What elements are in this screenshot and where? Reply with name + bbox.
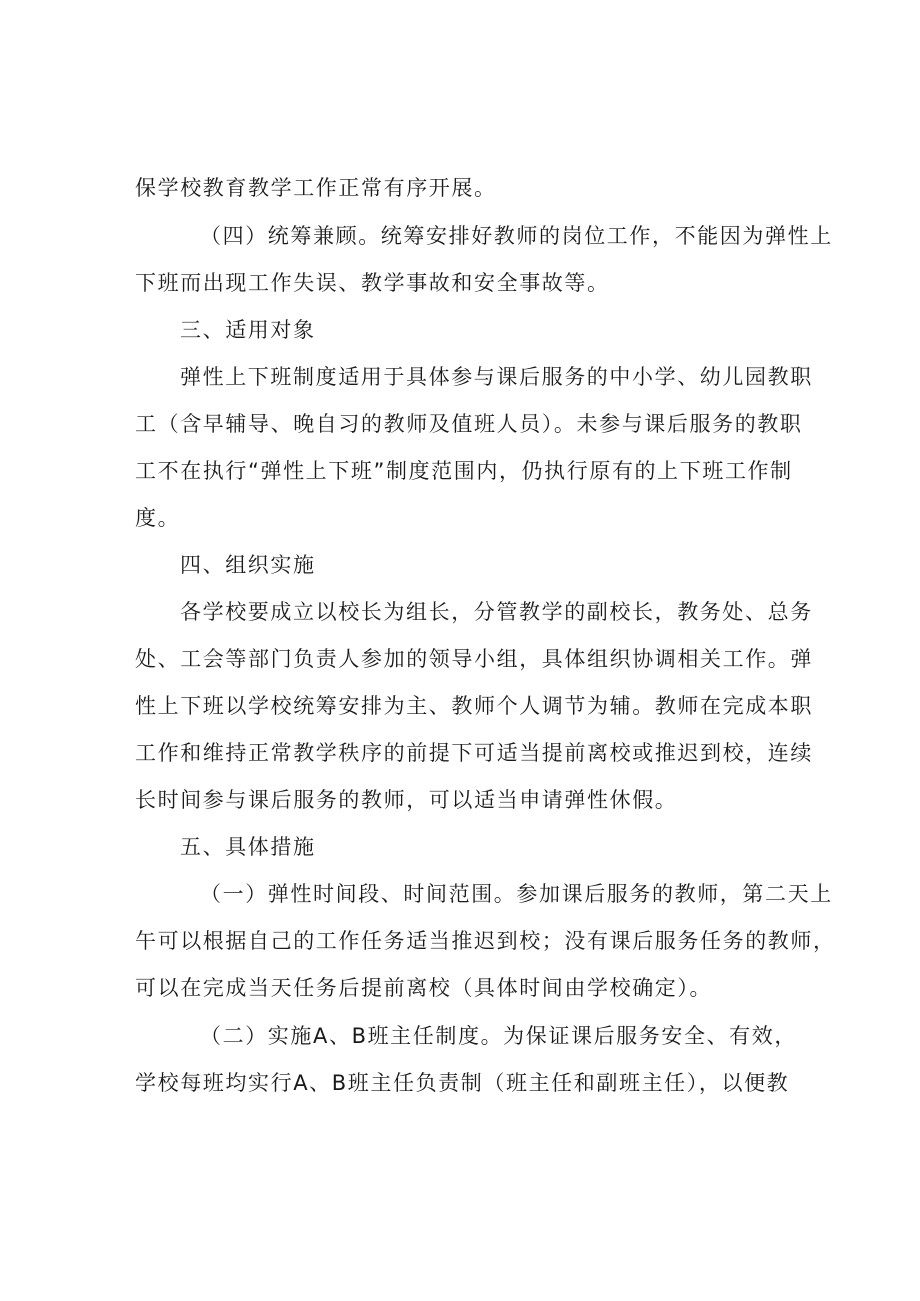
text-line: 工不在执行“弹性上下班”制度范围内，仍执行原有的上下班工作制 [135, 459, 793, 483]
text-line: 保学校教育教学工作正常有序开展。 [135, 176, 497, 200]
text-line: 下班而出现工作失误、教学事故和安全事故等。 [135, 271, 610, 295]
text-line: 处、工会等部门负责人参加的领导小组，具体组织协调相关工作。弹 [135, 647, 813, 671]
text-line: 工（含早辅导、晚自习的教师及值班人员）。未参与课后服务的教职 [135, 412, 803, 436]
text-line: 性上下班以学校统筹安排为主、教师个人调节为辅。教师在完成本职 [135, 694, 813, 718]
text-line: 工作和维持正常教学秩序的前提下可适当提前离校或推迟到校，连续 [135, 741, 813, 765]
text-line: 度。 [135, 506, 181, 530]
text-line: 长时间参与课后服务的教师，可以适当申请弹性休假。 [135, 788, 678, 812]
text-line: 弹性上下班制度适用于具体参与课后服务的中小学、幼儿园教职 [180, 365, 813, 389]
text-line: 学校每班均实行A、B班主任负责制（班主任和副班主任），以便教 [135, 1071, 790, 1095]
section-heading: 五、具体措施 [180, 835, 316, 859]
text-line: （四）统筹兼顾。统筹安排好教师的岗位工作，不能因为弹性上 [200, 224, 833, 248]
text-line: （二）实施A、B班主任制度。为保证课后服务安全、有效， [200, 1024, 797, 1048]
section-heading: 四、组织实施 [180, 553, 316, 577]
text-line: （一）弹性时间段、时间范围。参加课后服务的教师，第二天上 [200, 882, 833, 906]
text-line: 各学校要成立以校长为组长，分管教学的副校长，教务处、总务 [180, 600, 813, 624]
text-line: 可以在完成当天任务后提前离校（具体时间由学校确定）。 [135, 976, 713, 1000]
text-line: 午可以根据自己的工作任务适当推迟到校；没有课后服务任务的教师， [135, 929, 836, 953]
section-heading: 三、适用对象 [180, 318, 316, 342]
